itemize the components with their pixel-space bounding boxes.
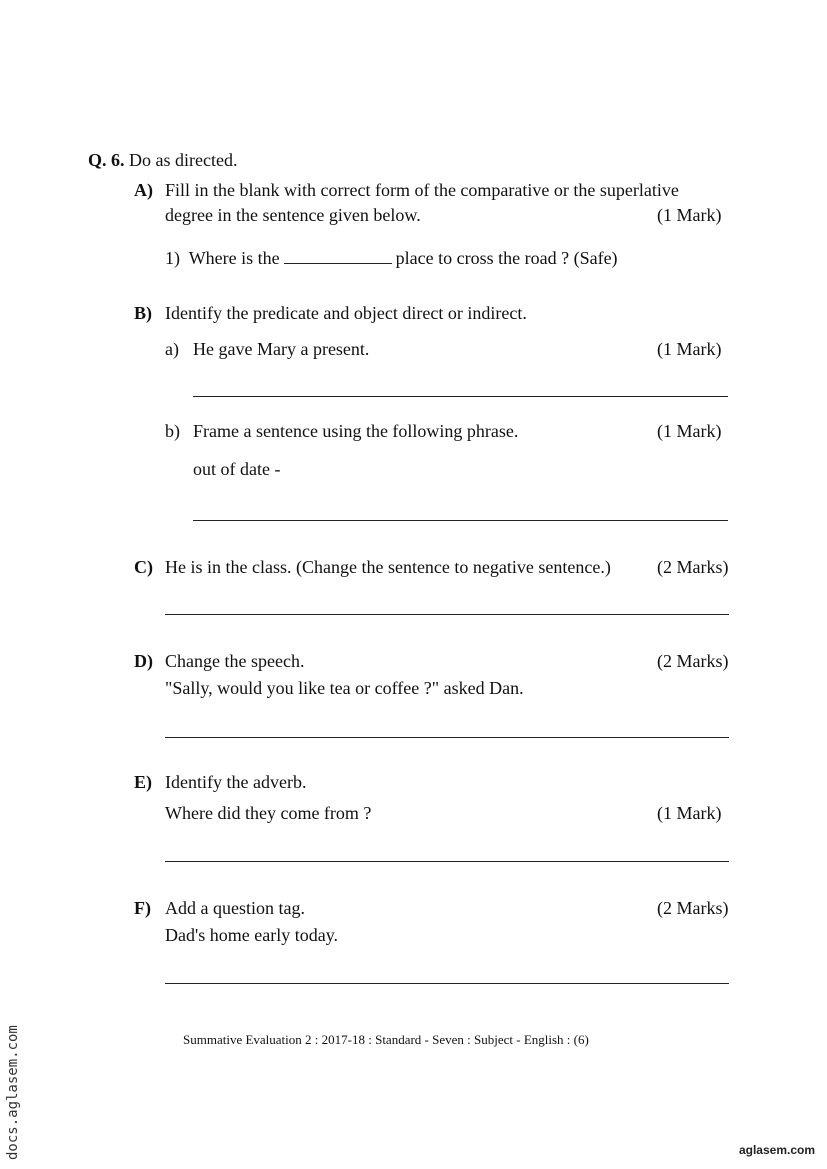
question-number: Q. 6. bbox=[88, 150, 125, 170]
section-a-line2: degree in the sentence given below. bbox=[165, 205, 421, 225]
section-a-marks: (1 Mark) bbox=[657, 205, 722, 225]
section-a-line1: Fill in the blank with correct form of the comparative or the superlative bbox=[165, 180, 679, 200]
section-f-sentence: Dad's home early today. bbox=[165, 925, 339, 945]
section-d-text: Change the speech. bbox=[165, 651, 305, 671]
fill-in-blank[interactable] bbox=[284, 262, 392, 264]
section-b-b-number: b) bbox=[165, 421, 180, 441]
section-b-a-number: a) bbox=[165, 339, 179, 359]
section-f-text: Add a question tag. bbox=[165, 898, 305, 918]
section-b-a-marks: (1 Mark) bbox=[657, 339, 722, 359]
section-e-label: E) bbox=[134, 772, 152, 792]
section-a-item bbox=[165, 249, 618, 267]
section-f-label: F) bbox=[134, 898, 151, 918]
question-instruction: Do as directed. bbox=[129, 150, 238, 170]
section-a-item-after: place to cross the road ? (Safe) bbox=[395, 248, 618, 268]
section-e-text: Identify the adverb. bbox=[165, 772, 307, 792]
section-b-label: B) bbox=[134, 303, 152, 323]
section-d-quote: "Sally, would you like tea or coffee ?" asked Dan. bbox=[165, 678, 524, 698]
section-e-sentence: Where did they come from ? bbox=[165, 803, 372, 823]
brand-watermark: aglasem.com bbox=[738, 1143, 815, 1157]
answer-line-b-a[interactable] bbox=[193, 396, 728, 397]
section-b-b-text: Frame a sentence using the following phrase. bbox=[193, 421, 519, 441]
section-a-item-number: 1) bbox=[165, 248, 180, 268]
section-e-marks: (1 Mark) bbox=[657, 803, 722, 823]
section-a-item-before: Where is the bbox=[188, 248, 280, 268]
section-c-marks: (2 Marks) bbox=[657, 557, 729, 577]
answer-line-e[interactable] bbox=[165, 861, 729, 862]
section-b-text: Identify the predicate and object direct or indirect. bbox=[165, 303, 527, 323]
section-d-label: D) bbox=[134, 651, 153, 671]
section-b-phrase: out of date - bbox=[193, 459, 281, 479]
answer-line-b-b[interactable] bbox=[193, 520, 728, 521]
section-a-label: A) bbox=[134, 180, 153, 200]
section-b-a-text: He gave Mary a present. bbox=[193, 339, 370, 359]
section-b-b-marks: (1 Mark) bbox=[657, 421, 722, 441]
section-c-text: He is in the class. (Change the sentence to negative sentence.) bbox=[165, 557, 611, 577]
section-c-label: C) bbox=[134, 557, 153, 577]
side-watermark: docs.aglasem.com bbox=[5, 1025, 21, 1160]
page-footer: Summative Evaluation 2 : 2017-18 : Standard - Seven : Subject - English : (6) bbox=[183, 1032, 589, 1047]
answer-line-f[interactable] bbox=[165, 983, 729, 984]
answer-line-c[interactable] bbox=[165, 614, 729, 615]
question-heading bbox=[88, 151, 237, 169]
section-d-marks: (2 Marks) bbox=[657, 651, 729, 671]
answer-line-d[interactable] bbox=[165, 737, 729, 738]
section-f-marks: (2 Marks) bbox=[657, 898, 729, 918]
